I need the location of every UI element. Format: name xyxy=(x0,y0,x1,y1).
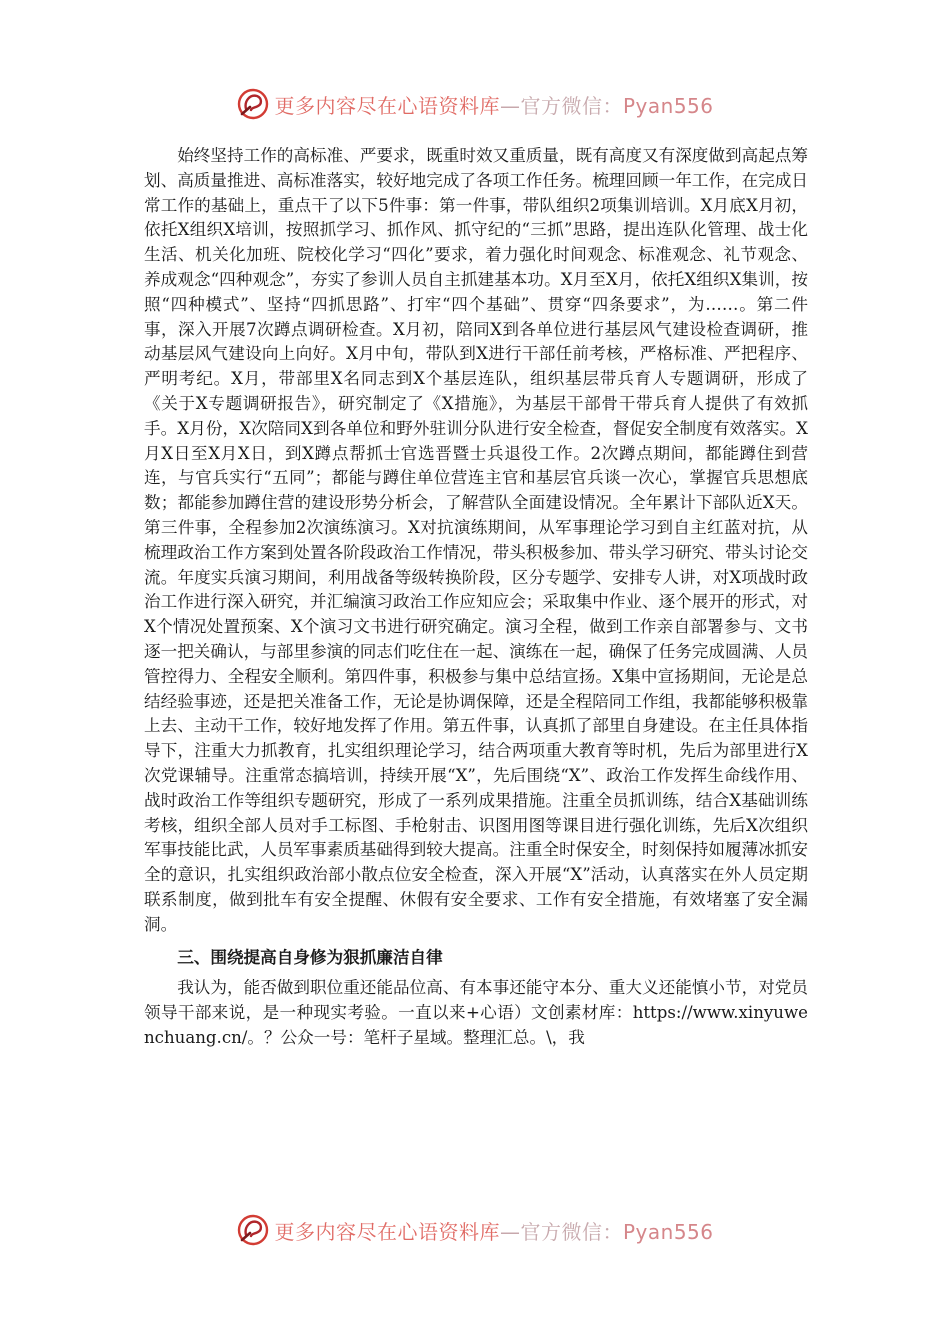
watermark-main-text: 更多内容尽在心语资料库 xyxy=(274,93,500,118)
watermark-wechat-id: Pyan556 xyxy=(622,1219,714,1244)
watermark-banner-bottom xyxy=(0,1210,950,1250)
stylized-head-logo-icon xyxy=(236,1213,270,1247)
watermark-main-text: 更多内容尽在心语资料库 xyxy=(274,1219,500,1244)
document-body xyxy=(144,144,808,1051)
watermark-dash: — xyxy=(499,1219,521,1244)
watermark-dash: — xyxy=(499,93,521,118)
body-paragraph-2: 我认为，能否做到职位重还能品位高、有本事还能守本分、重大义还能慎小节，对党员领导干部来说，是一种现实考验。一直以来+心语）文创素材库：https://www.xinyuwenchuang.cn/。？公众一号：笔杆子星域。整理汇总。\，我 xyxy=(144,978,808,1047)
body-paragraph-1: 始终坚持工作的高标准、严要求，既重时效又重质量，既有高度又有深度做到高起点筹划、高质量推进、高标准落实，较好地完成了各项工作任务。梳理回顾一年工作，在完成日常工作的基础上，重点干了以下5件事：第一件事，带队组织2项集训培训。X月底X月初，依托X组织X培训，按照抓学习、抓作风、抓守纪的“三抓”思路，提出连队化管理、战士化生活、机关化加班、院校化学习“四化”要求，着力强化时间观念、标准观念、礼节观念、养成观念“四种观念”，夯实了参训人员自主抓建基本功。X月至X月，依托X组织X集训，按照“四种模式”、坚持“四抓思路”、打牢“四个基础”、贯穿“四条要求”，为……。第二件事，深入开展7次蹲点调研检查。X月初，陪同X到各单位进行基层风气建设检查调研，推动基层风气建设向上向好。X月中旬，带队到X进行干部任前考核，严格标准、严把程序、严明考纪。X月，带部里X名同志到X个基层连队，组织基层带兵育人专题调研，形成了《关于X专题调研报告》，研究制定了《X措施》，为基层干部骨干带兵育人提供了有效抓手。X月份，X次陪同X到各单位和野外驻训分队进行安全检查，督促安全制度有效落实。X月X日至X月X日，到X蹲点帮抓士官选晋暨士兵退役工作。2次蹲点期间，都能蹲住到营连，与官兵实行“五同”；都能与蹲住单位营连主官和基层官兵谈一次心，掌握官兵思想底数；都能参加蹲住营的建设形势分析会，了解营队全面建设情况。全年累计下部队近X天。第三件事，全程参加2次演练演习。X对抗演练期间，从军事理论学习到自主红蓝对抗，从梳理政治工作方案到处置各阶段政治工作情况，带头积极参加、带头学习研究、带头讨论交流。年度实兵演习期间，利用战备等级转换阶段，区分专题学、安排专人讲，对X项战时政治工作进行深入研究，并汇编演习政治工作应知应会；采取集中作业、逐个展开的形式，对X个情况处置预案、X个演习文书进行研究确定。演习全程，做到工作亲自部署参与、文书逐一把关确认，与部里参演的同志们吃住在一起、演练在一起，确保了任务完成圆满、人员管控得力、全程安全顺利。第四件事，积极参与集中总结宣扬。X集中宣扬期间，无论是总结经验事迹，还是把关准备工作，无论是协调保障，还是全程陪同工作组，我都能够积极靠上去、主动干工作，较好地发挥了作用。第五件事，认真抓了部里自身建设。在主任具体指导下，注重大力抓教育，扎实组织理论学习，结合两项重大教育等时机，先后为部里进行X次党课辅导。注重常态搞培训，持续开展“X”，先后围绕“X”、政治工作发挥生命线作用、战时政治工作等组织专题研究，形成了一系列成果措施。注重全员抓训练，结合X基础训练考核，组织全部人员对手工标图、手枪射击、识图用图等课目进行强化训练，先后X次组织军事技能比武，人员军事素质基础得到较大提高。注重全时保安全，时刻保持如履薄冰抓安全的意识，扎实组织政治部小散点位安全检查，深入开展“X”活动，认真落实在外人员定期联系制度，做到批车有安全提醒、休假有安全要求、工作有安全措施，有效堵塞了安全漏洞。 xyxy=(144,146,808,934)
section-heading-3: 三、围绕提高自身修为狠抓廉洁自律 xyxy=(177,947,443,967)
watermark-banner-top xyxy=(0,84,950,124)
stylized-head-logo-icon xyxy=(236,87,270,121)
watermark-sub-text: 官方微信： xyxy=(520,93,623,118)
watermark-wechat-id: Pyan556 xyxy=(622,93,714,118)
watermark-sub-text: 官方微信： xyxy=(520,1219,623,1244)
